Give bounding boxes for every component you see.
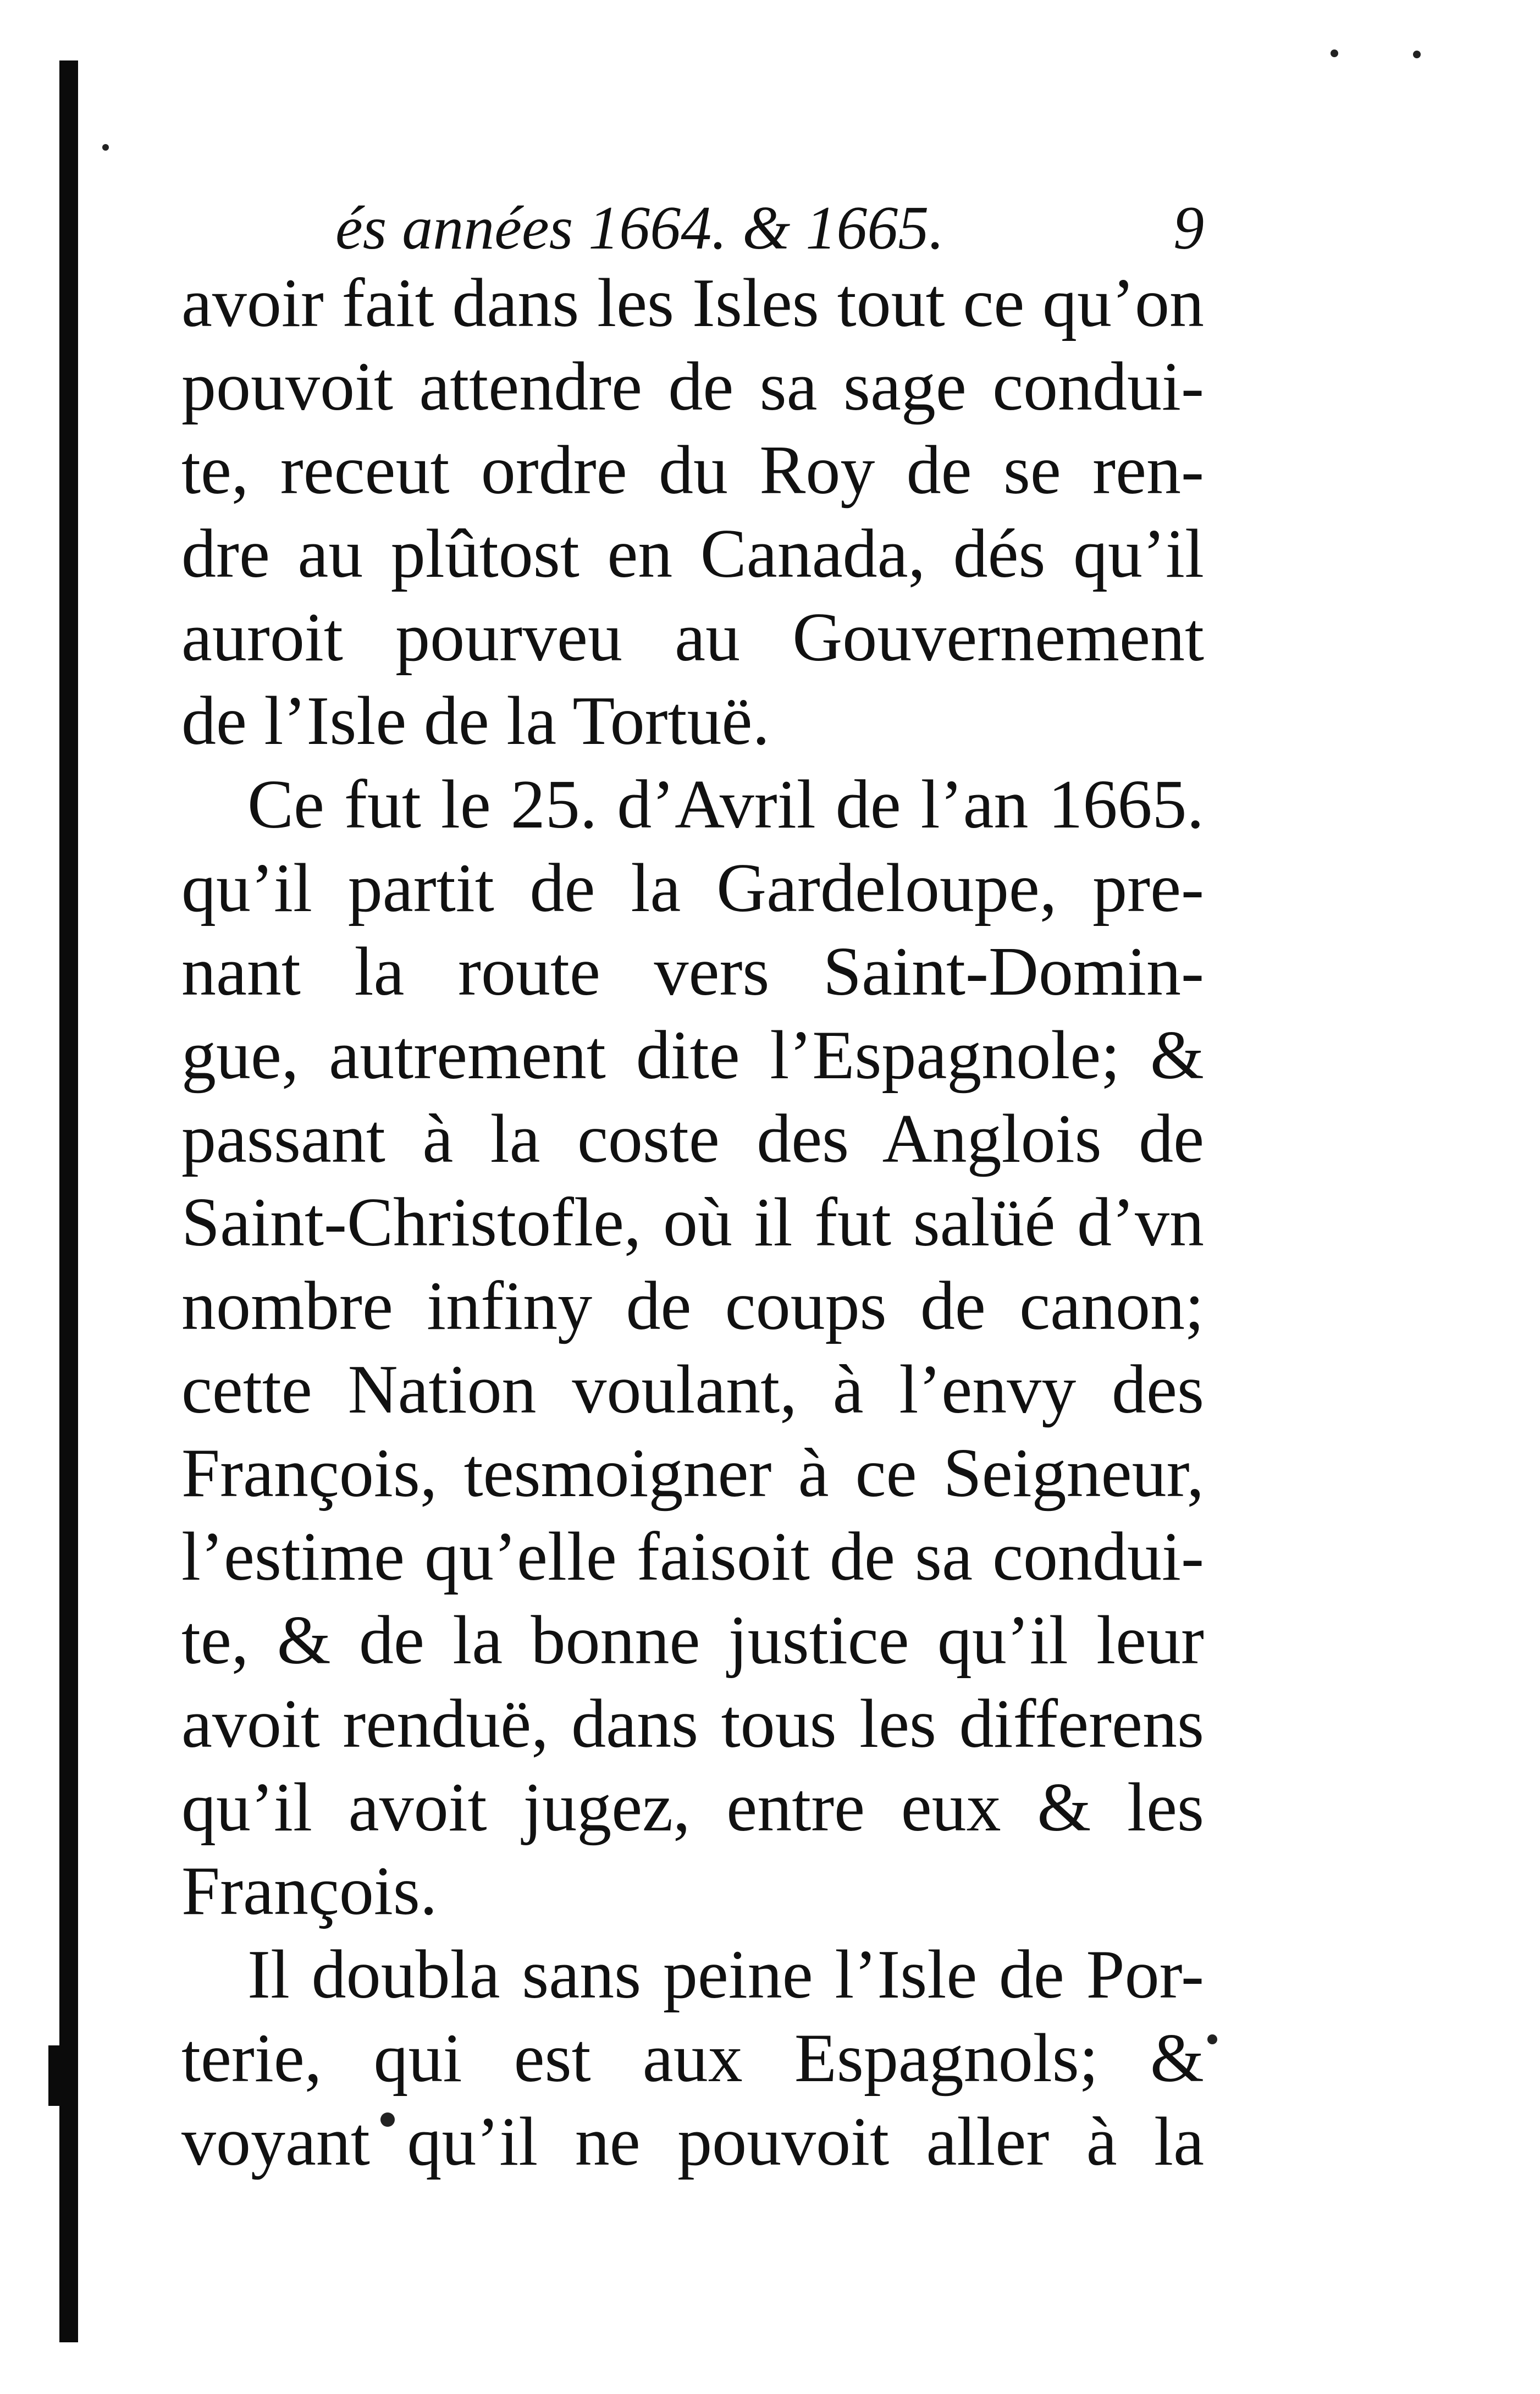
text-line: François.	[181, 1853, 438, 1929]
text-line: nombre infiny de coups de canon;	[181, 1268, 1204, 1344]
text-line: pouvoit attendre de sa sage condui-	[181, 349, 1204, 425]
text-line: te, receut ordre du Roy de se ren-	[181, 432, 1204, 509]
text-line: cette Nation voulant, à l’envy des	[181, 1352, 1204, 1428]
text-line: qu’il avoit jugez, entre eux & les	[181, 1769, 1204, 1846]
binding-edge	[59, 60, 78, 2342]
text-line: Il doubla sans peine l’Isle de Por-	[247, 1937, 1204, 2013]
text-line: avoir fait dans les Isles tout ce qu’on	[181, 265, 1204, 341]
text-line: passant à la coste des Anglois de	[181, 1101, 1204, 1177]
text-line: Ce fut le 25. d’Avril de l’an 1665.	[247, 766, 1204, 843]
ink-speck	[1331, 49, 1338, 57]
body-text	[181, 262, 1204, 2184]
text-line: avoit renduë, dans tous les differens	[181, 1686, 1204, 1762]
text-line: Saint-Christofle, où il fut salüé d’vn	[181, 1184, 1204, 1261]
page-number: 9	[1173, 194, 1204, 262]
running-head: és années 1664. & 1665.	[335, 194, 945, 262]
text-line: nant la route vers Saint-Domin-	[181, 934, 1204, 1010]
text-line: gue, autrement dite l’Espagnole; &	[181, 1017, 1204, 1094]
text-line: auroit pourveu au Gouvernement	[181, 599, 1204, 676]
binding-notch	[48, 2045, 73, 2106]
text-line: François, tesmoigner à ce Seigneur,	[181, 1435, 1204, 1512]
page-header	[187, 187, 1204, 269]
ink-speck	[1207, 2034, 1217, 2044]
text-line: de l’Isle de la Tortuë.	[181, 683, 770, 759]
text-line: dre au plûtost en Canada, dés qu’il	[181, 516, 1204, 592]
text-line: terie, qui est aux Espagnols; &	[181, 2020, 1204, 2097]
text-line: l’estime qu’elle faisoit de sa condui-	[181, 1519, 1204, 1595]
ink-speck	[102, 144, 109, 151]
text-line: te, & de la bonne justice qu’il leur	[181, 1602, 1204, 1679]
ink-speck	[1413, 51, 1421, 58]
text-block	[181, 262, 1204, 2184]
text-line: voyant qu’il ne pouvoit aller à la	[181, 2104, 1204, 2180]
text-line: qu’il partit de la Gardeloupe, pre-	[181, 850, 1204, 926]
